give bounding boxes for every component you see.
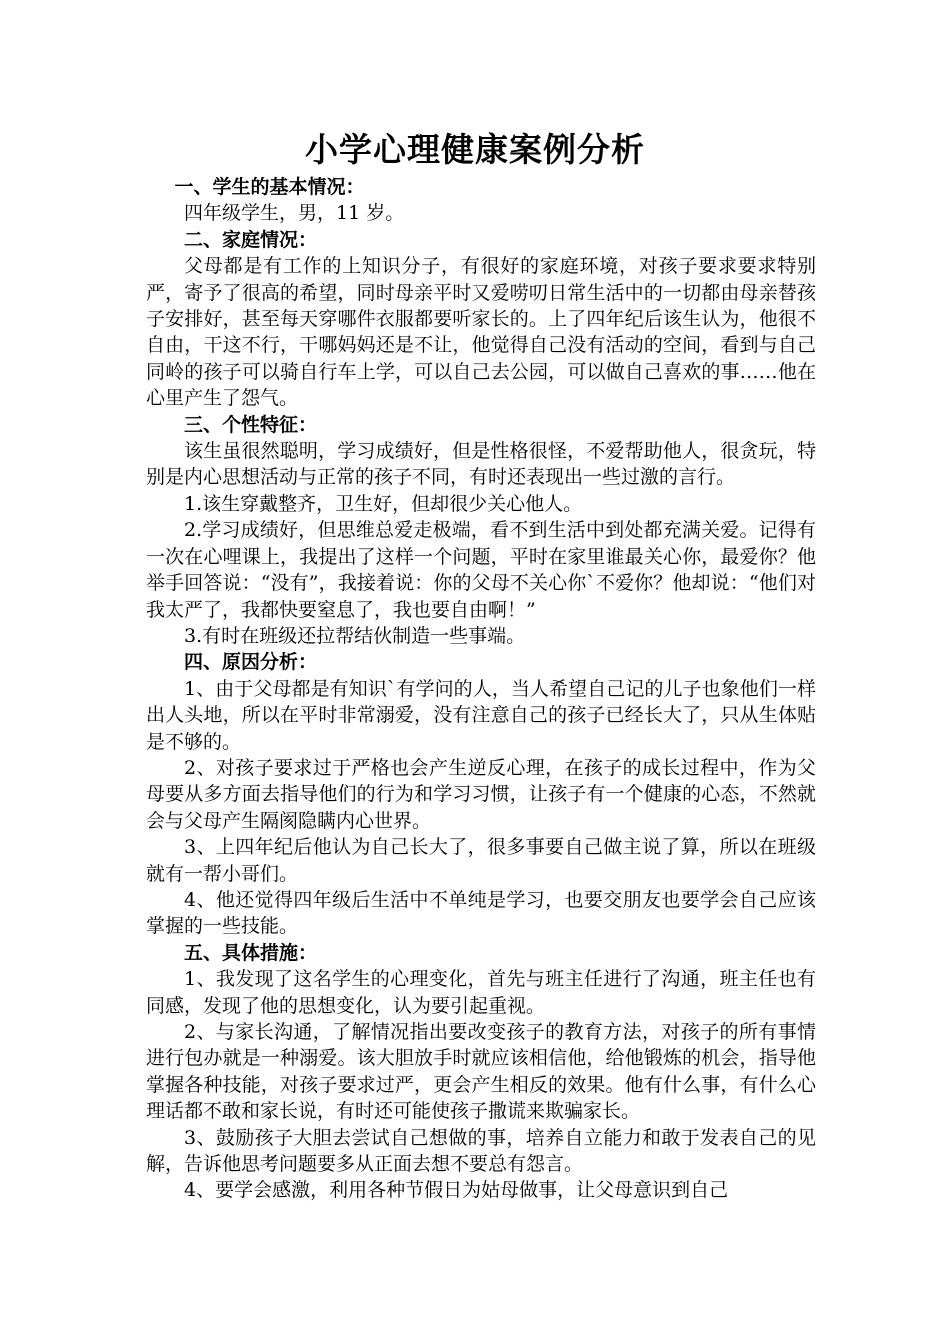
document-title: 小学心理健康案例分析 — [305, 130, 645, 169]
paragraph: 1、我发现了这名学生的心理变化，首先与班主任进行了沟通，班主任也有同感，发现了他的思想变化，认为要引起重视。 — [146, 968, 816, 1017]
paragraph: 该生虽很然聪明，学习成绩好，但是性格很怪，不爱帮助他人，很贪玩，特别是内心思想活动与正常的孩子不同，有时还表现出一些过激的言行。 — [146, 440, 816, 489]
paragraph: 2、对孩子要求过于严格也会产生逆反心理，在孩子的成长过程中，作为父母要从多方面去指导他们的行为和学习习惯，让孩子有一个健康的心态，不然就会与父母产生隔阂隐瞒内心世界。 — [146, 756, 816, 832]
section-heading-family: 二、家庭情况： — [184, 228, 318, 251]
paragraph: 2.学习成绩好，但思维总爱走极端，看不到生活中到处都充满关爱。记得有一次在心哩课上，我提出了这样一个问题，平时在家里谁最关心你，最爱你？他举手回答说：“没有”，我接着说：你的父母不关心你`不爱你？他却说：“他们对我太严了，我都快要窒息了，我也要自由啊！” — [146, 519, 816, 621]
paragraph: 四年级学生，男，11 岁。 — [184, 202, 405, 225]
section-heading-measures: 五、具体措施： — [184, 941, 318, 964]
paragraph: 3、鼓励孩子大胆去尝试自己想做的事，培养自立能力和敢于发表自己的见解，告诉他思考问题要多从正面去想不要总有怨言。 — [146, 1126, 816, 1176]
section-heading-cause-analysis: 四、原因分析： — [184, 651, 318, 674]
paragraph: 父母都是有工作的上知识分子，有很好的家庭环境，对孩子要求要求特别严，寄予了很高的希望，同时母亲平时又爱唠叨日常生活中的一切都由母亲替孩子安排好，甚至每天穿哪件衣服都要听家长的。上了四年纪后该生认为，他很不自由，干这不行，干哪妈妈还是不让，他觉得自己没有活动的空间，看到与自己同岭的孩子可以骑自行车上学，可以自己去公园，可以做自己喜欢的事……他在心里产生了怨气。 — [146, 255, 816, 410]
paragraph: 3.有时在班级还拉帮结伙制造一些事端。 — [184, 624, 526, 647]
document-body — [146, 174, 816, 1204]
paragraph: 4、他还觉得四年级后生活中不单纯是学习，也要交朋友也要学会自己应该掌握的一些技能。 — [146, 888, 816, 938]
paragraph: 4、要学会感激，利用各种节假日为姑母做事，让父母意识到自己 — [184, 1179, 729, 1202]
section-heading-personality: 三、个性特征： — [184, 413, 318, 436]
paragraph: 2、与家长沟通，了解情况指出要改变孩子的教育方法，对孩子的所有事情进行包办就是一种溺爱。该大胆放手时就应该相信他，给他锻炼的机会，指导他掌握各种技能，对孩子要求过严，更会产生相反的效果。他有什么事，有什么心理话都不敢和家长说，有时还可能使孩子撒谎来欺骗家长。 — [146, 1021, 816, 1123]
paragraph: 3、上四年纪后他认为自己长大了，很多事要自己做主说了算，所以在班级就有一帮小哥们。 — [146, 836, 816, 885]
paragraph: 1、由于父母都是有知识`有学问的人，当人希望自己记的儿子也象他们一样出人头地，所以在平时非常溺爱，没有注意自己的孩子已经长大了，只从生体贴是不够的。 — [146, 677, 816, 753]
section-heading-basic-info: 一、学生的基本情况： — [174, 176, 365, 198]
paragraph: 1.该生穿戴整齐，卫生好，但却很少关心他人。 — [184, 492, 583, 515]
